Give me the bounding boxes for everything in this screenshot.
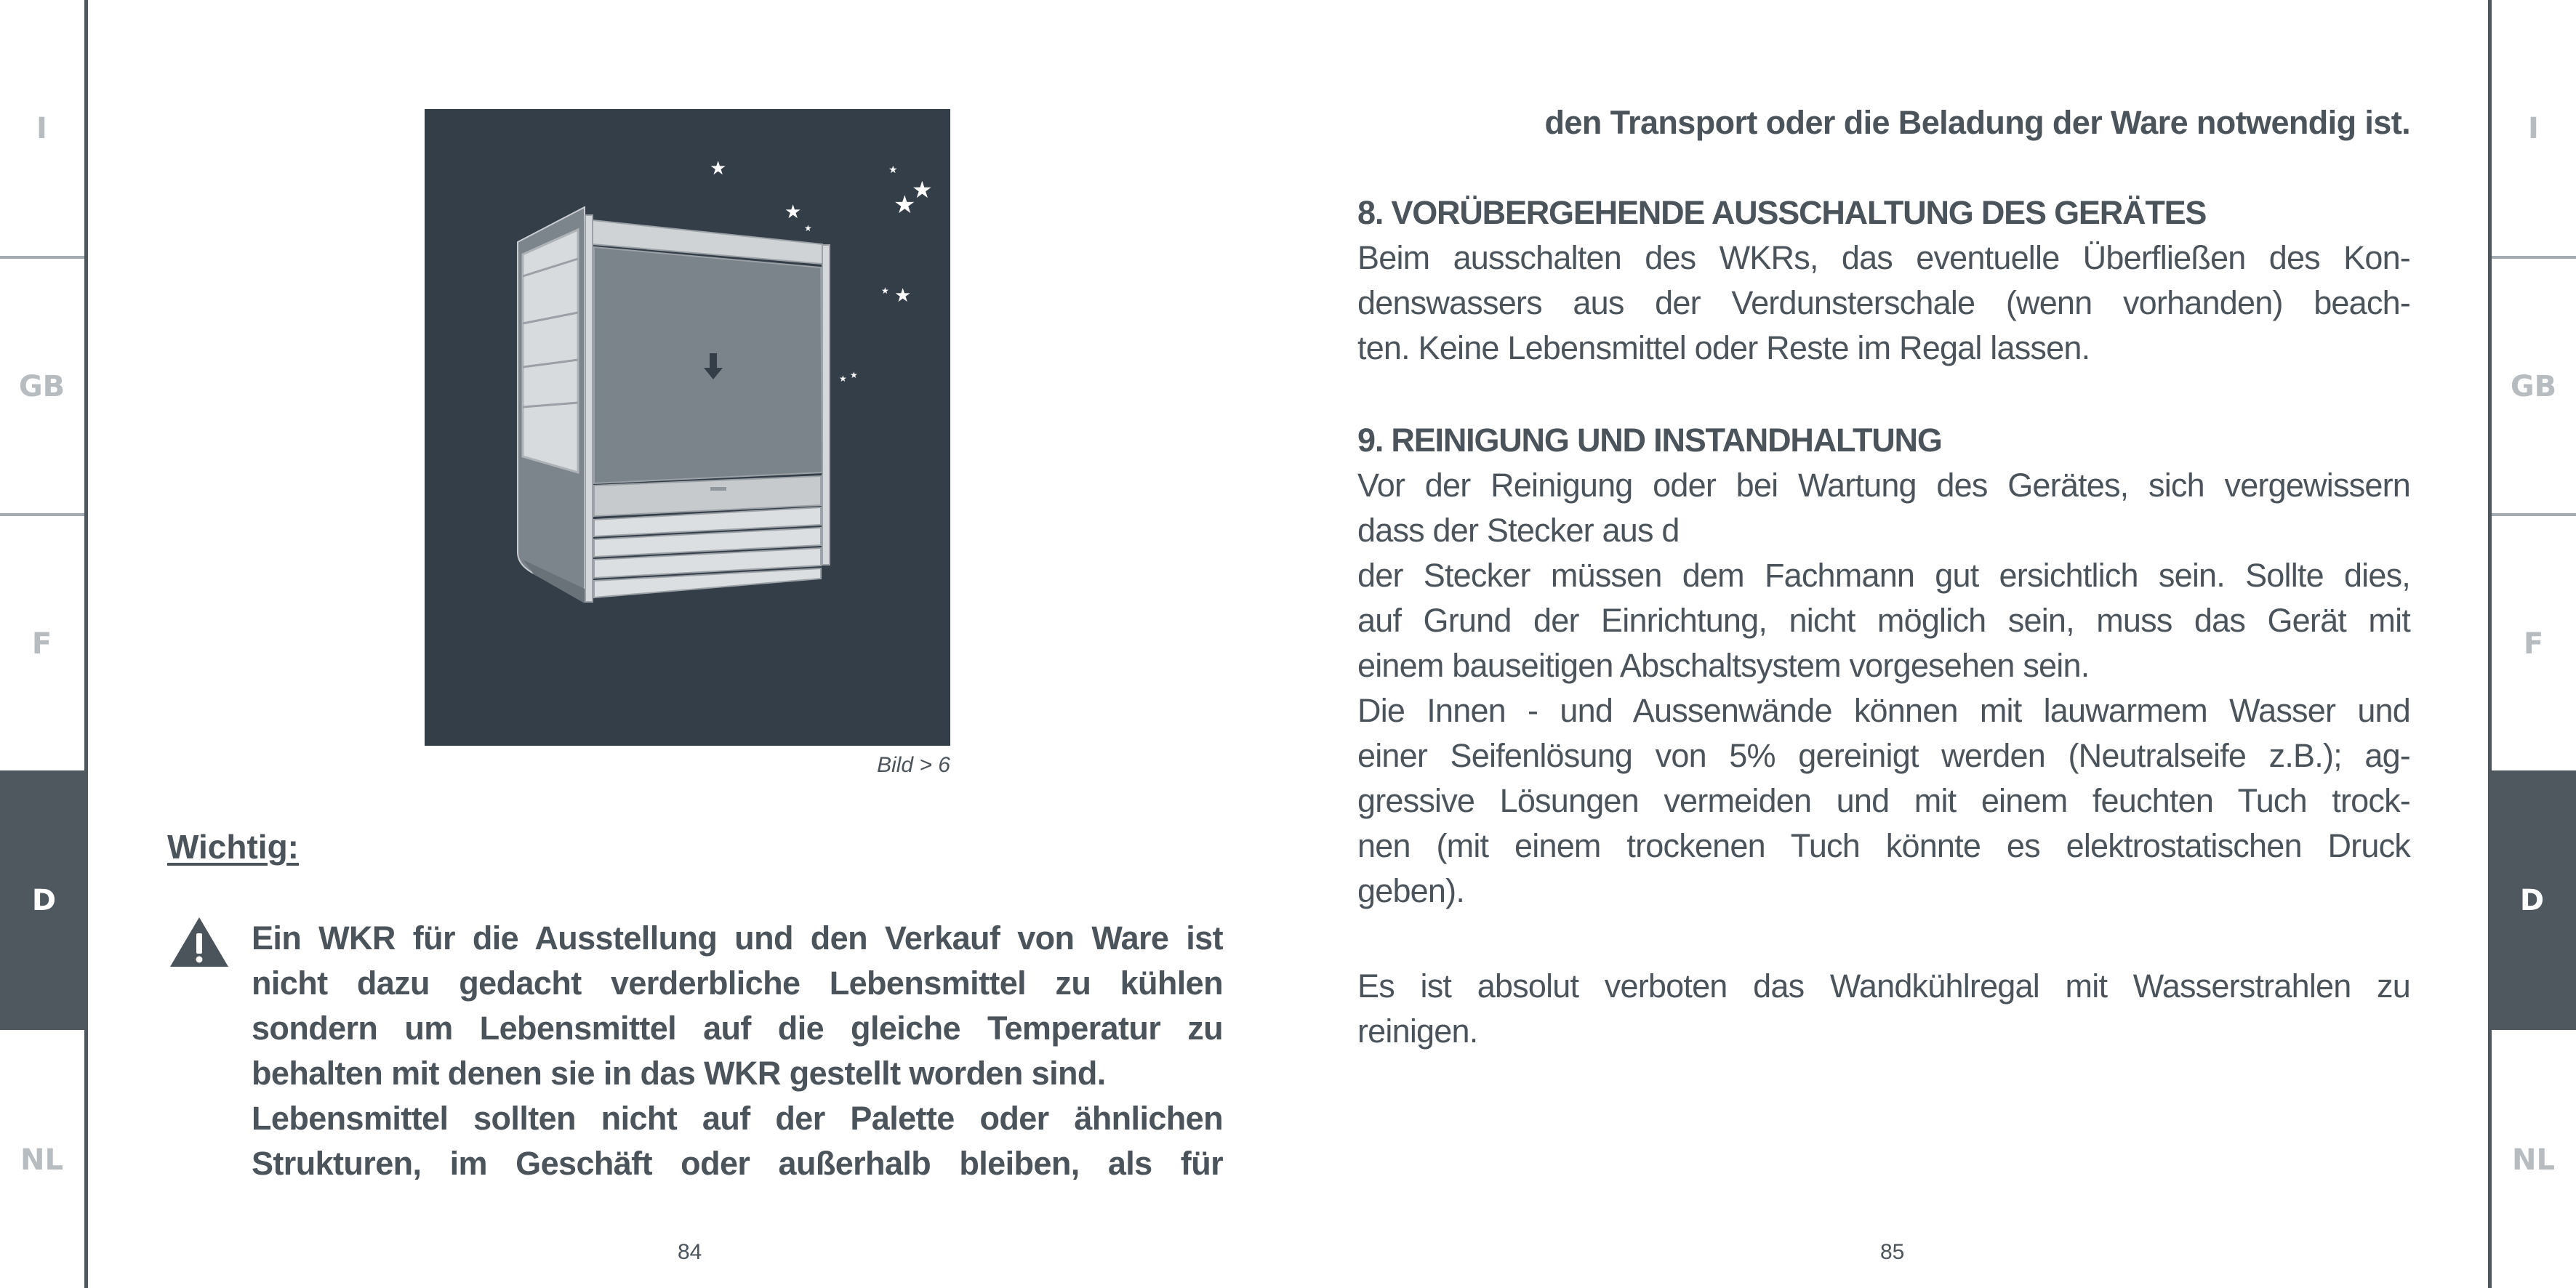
section-8-line: ten. Keine Lebensmittel oder Reste im Regal lassen. [1357,329,2090,366]
svg-text:★: ★ [785,201,802,223]
warning-line: Strukturen, im Geschäft oder außerhalb bleiben, als für [252,1145,1223,1182]
svg-text:★: ★ [804,223,812,233]
tab-label: D [31,883,57,917]
warning-paragraph [252,916,1223,1186]
warning-continuation: den Transport oder die Beladung der Ware notwendig ist. [1544,104,2410,141]
tab-label: I [2528,112,2539,145]
warning-line: nicht dazu gedacht verderbliche Lebensmittel zu kühlen [252,965,1223,1002]
section-9-line: einem bauseitigen Abschaltsystem vorgesehen sein. [1357,647,2090,684]
final-line: Es ist absolut verboten das Wandkühlregal mit Wasserstrahlen zu [1357,967,2410,1005]
cabinet-night-blind [594,247,822,483]
tab-d-right-active[interactable] [2488,770,2576,1030]
section-9-line: geben). [1357,872,1465,909]
section-9-line: dass der Stecker aus d [1357,512,1680,549]
section-9-line: einer Seifenlösung von 5% gereinigt werden (Neutralseife z.B.); ag- [1357,737,2410,774]
important-label: Wichtig: [167,828,299,866]
figure-caption: Bild > 6 [877,753,950,777]
tab-nl-left[interactable] [0,1032,84,1288]
svg-text:★: ★ [894,285,912,307]
tab-nl-right[interactable] [2491,1032,2576,1288]
tab-i-left[interactable] [0,0,84,257]
figure-display-cabinet-illustration [425,109,950,746]
section-9-line: auf Grund der Einrichtung, nicht möglich sein, muss das Gerät mit [1357,602,2410,639]
left-edge-line [84,0,88,1288]
page-number-right: 85 [1880,1240,1905,1264]
section-8-line: denswassers aus der Verdunsterschale (wenn vorhanden) beach- [1357,284,2410,321]
tab-label: GB [2510,370,2557,403]
cabinet-illustration [425,109,950,746]
tab-label: D [2519,883,2545,917]
svg-text:★: ★ [912,176,933,204]
svg-text:★: ★ [894,190,916,220]
final-line: reinigen. [1357,1013,1478,1050]
svg-text:★: ★ [710,158,727,180]
warning-line: Ein WKR für die Ausstellung und den Verkauf von Ware ist [252,919,1223,957]
warning-triangle-icon [169,916,230,968]
section-9 [1357,418,2410,914]
cabinet-side-window [523,230,578,472]
svg-text:★: ★ [850,370,858,380]
section-9-line: Vor der Reinigung oder bei Wartung des Gerätes, sich vergewissern [1357,467,2410,504]
tab-label: NL [2512,1143,2555,1177]
section-9-line: Die Innen - und Aussenwände können mit lauwarmem Wasser und [1357,692,2410,729]
warning-line: Lebensmittel sollten nicht auf der Palette oder ähnlichen [252,1100,1223,1137]
tab-f-right[interactable] [2491,516,2576,772]
tab-label: F [2523,627,2544,661]
warning-line: sondern um Lebensmittel auf die gleiche Temperatur zu [252,1010,1223,1047]
tab-i-right[interactable] [2491,0,2576,257]
tab-label: NL [20,1143,63,1177]
section-9-line: gressive Lösungen vermeiden und mit einem feuchten Tuch trock- [1357,782,2410,819]
tab-label: GB [18,370,65,403]
page-number-left: 84 [678,1240,702,1264]
cabinet-left-pillar [585,215,593,602]
cabinet-right-pillar [822,245,830,565]
tab-f-left[interactable] [0,516,84,772]
final-warning [1357,964,2410,1054]
tab-gb-left[interactable] [0,259,84,515]
section-9-title: 9. REINIGUNG UND INSTANDHALTUNG [1357,422,1942,459]
section-8-line: Beim ausschalten des WKRs, das eventuelle Überfließen des Kon- [1357,239,2410,276]
section-9-line: nen (mit einem trockenen Tuch könnte es elektrostatischen Druck [1357,827,2410,864]
svg-text:★: ★ [881,286,889,296]
svg-text:★: ★ [839,374,847,384]
cabinet-handle [710,487,726,491]
tab-gb-right[interactable] [2491,259,2576,515]
section-9-line: der Stecker müssen dem Fachmann gut ersichtlich sein. Sollte dies, [1357,557,2410,594]
svg-text:★: ★ [888,164,898,176]
tab-label: F [31,627,52,661]
tab-d-left-active[interactable] [0,770,88,1030]
tab-label: I [36,112,47,145]
warning-line: behalten mit denen sie in das WKR gestellt worden sind. [252,1055,1106,1092]
section-8 [1357,190,2410,371]
section-8-title: 8. VORÜBERGEHENDE AUSSCHALTUNG DES GERÄTES [1357,194,2207,231]
